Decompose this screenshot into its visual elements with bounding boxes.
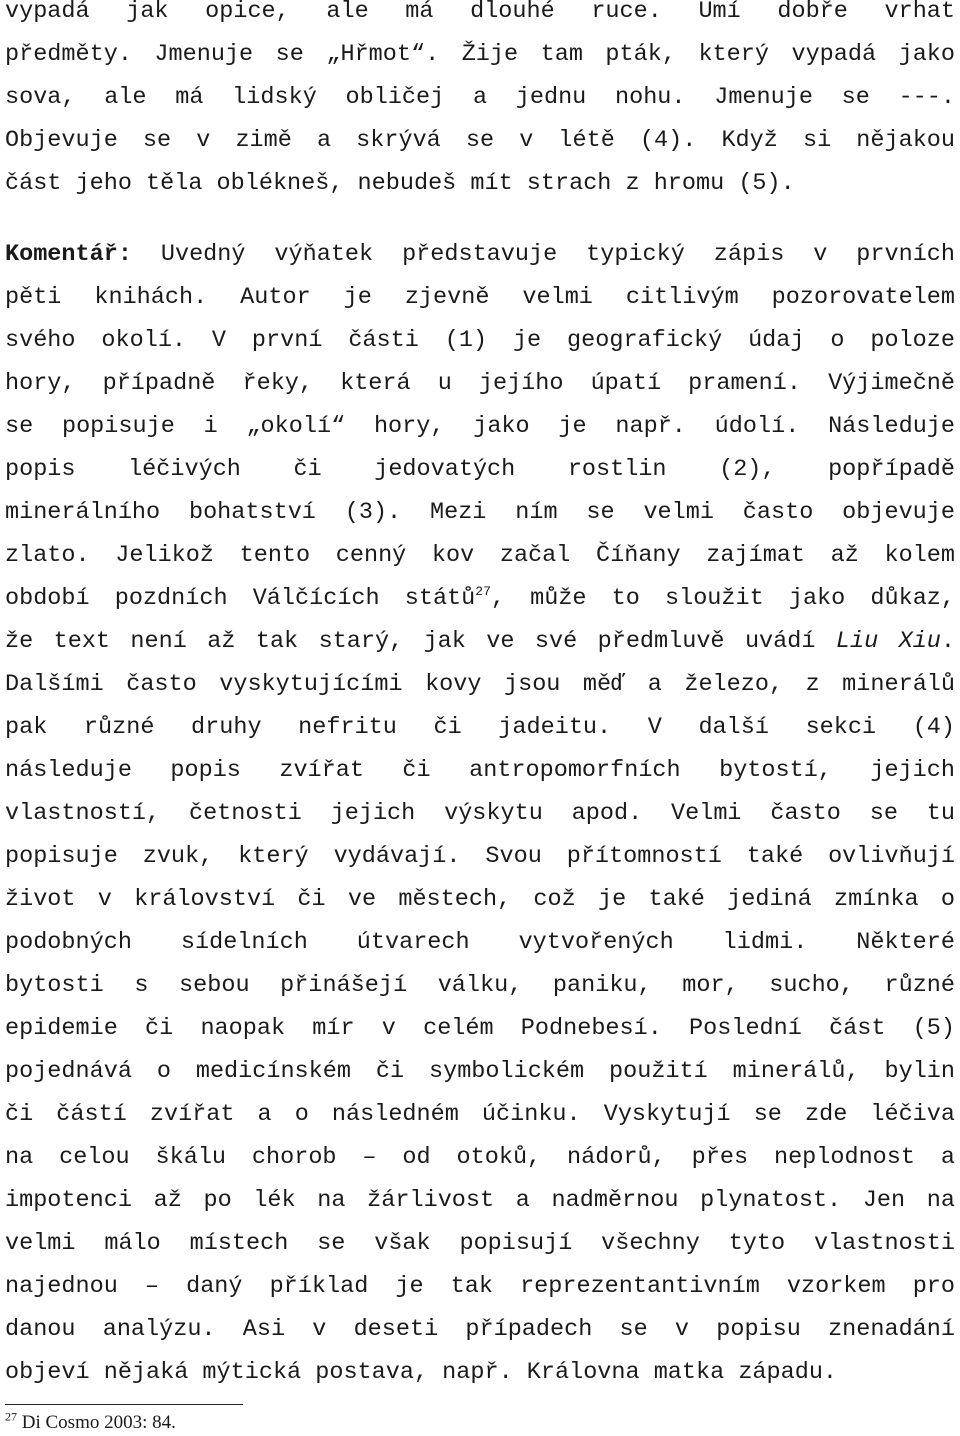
text-line: se popisuje i „okolí“ hory, jako je např. údolí. Následuje <box>5 413 955 440</box>
text-line: vypadá jak opice, ale má dlouhé ruce. Umí dobře vrhat <box>5 0 955 25</box>
footnote-text: Di Cosmo 2003: 84. <box>17 1412 176 1433</box>
text-line: Dalšími často vyskytujícími kovy jsou měď a železo, z minerálů <box>5 671 955 698</box>
author-name-italic: Liu Xiu <box>835 628 941 655</box>
text-line: epidemie či naopak mír v celém Podnebesí. Poslední část (5) <box>5 1015 955 1042</box>
footnote <box>5 1411 176 1435</box>
text-line: impotenci až po lék na žárlivost a nadměrnou plynatost. Jen na <box>5 1187 955 1214</box>
text-line <box>5 620 955 663</box>
text-line: bytosti s sebou přinášejí válku, paniku, mor, sucho, různé <box>5 972 955 999</box>
text-line: zlato. Jelikož tento cenný kov začal Číňany zajímat až kolem <box>5 542 955 569</box>
footnote-separator <box>5 1404 243 1405</box>
text-line: najednou – daný příklad je tak reprezentantivním vzorkem pro <box>5 1273 955 1300</box>
text-segment: . <box>940 628 955 655</box>
text-line: sova, ale má lidský obličej a jednu nohu. Jmenuje se ---. <box>5 84 955 111</box>
text-line: vlastností, četnosti jejich výskytu apod. Velmi často se tu <box>5 800 955 827</box>
text-line: popisuje zvuk, který vydávají. Svou přítomností také ovlivňují <box>5 843 955 870</box>
text-line: následuje popis zvířat či antropomorfních bytostí, jejich <box>5 757 955 784</box>
text-line: Objevuje se v zimě a skrývá se v létě (4). Když si nějakou <box>5 127 955 154</box>
text-line: pak různé druhy nefritu či jadeitu. V další sekci (4) <box>5 714 955 741</box>
text-line: svého okolí. V první části (1) je geografický údaj o poloze <box>5 327 955 354</box>
paragraph-commentary <box>5 233 955 1394</box>
text-line: na celou škálu chorob – od otoků, nádorů, přes neplodnost a <box>5 1144 955 1171</box>
text-line: danou analýzu. Asi v deseti případech se v popisu znenadání <box>5 1316 955 1343</box>
text-line: část jeho těla oblékneš, nebudeš mít strach z hromu (5). <box>5 170 795 197</box>
text-line: popis léčivých či jedovatých rostlin (2), popřípadě <box>5 456 955 483</box>
text-line: minerálního bohatství (3). Mezi ním se velmi často objevuje <box>5 499 955 526</box>
text-line: pěti knihách. Autor je zjevně velmi citlivým pozorovatelem <box>5 284 955 311</box>
text-line: objeví nějaká mýtická postava, např. Královna matka západu. <box>5 1359 838 1386</box>
text-segment: , může to sloužit jako důkaz, <box>490 585 955 612</box>
text-segment: Uvedný výňatek představuje typický zápis v prvních <box>131 241 955 268</box>
paragraph-excerpt <box>5 0 955 205</box>
text-line: předměty. Jmenuje se „Hřmot“. Žije tam pták, který vypadá jako <box>5 41 955 68</box>
text-line: hory, případně řeky, která u jejího úpatí pramení. Výjimečně <box>5 370 955 397</box>
footnote-reference[interactable]: 27 <box>475 584 491 600</box>
commentary-label: Komentář: <box>5 241 132 268</box>
text-line: život v království či ve městech, což je také jediná zmínka o <box>5 886 955 913</box>
text-line: velmi málo místech se však popisují všechny tyto vlastnosti <box>5 1230 955 1257</box>
text-line <box>5 233 955 276</box>
text-segment: že text není až tak starý, jak ve své předmluvě uvádí <box>5 628 836 655</box>
text-line: podobných sídelních útvarech vytvořených lidmi. Některé <box>5 929 955 956</box>
text-line: či částí zvířat a o následném účinku. Vyskytují se zde léčiva <box>5 1101 955 1128</box>
text-segment: období pozdních Válčících států <box>5 585 476 612</box>
text-line <box>5 577 955 620</box>
footnote-number: 27 <box>5 1409 17 1424</box>
text-line: pojednává o medicínském či symbolickém použití minerálů, bylin <box>5 1058 955 1085</box>
